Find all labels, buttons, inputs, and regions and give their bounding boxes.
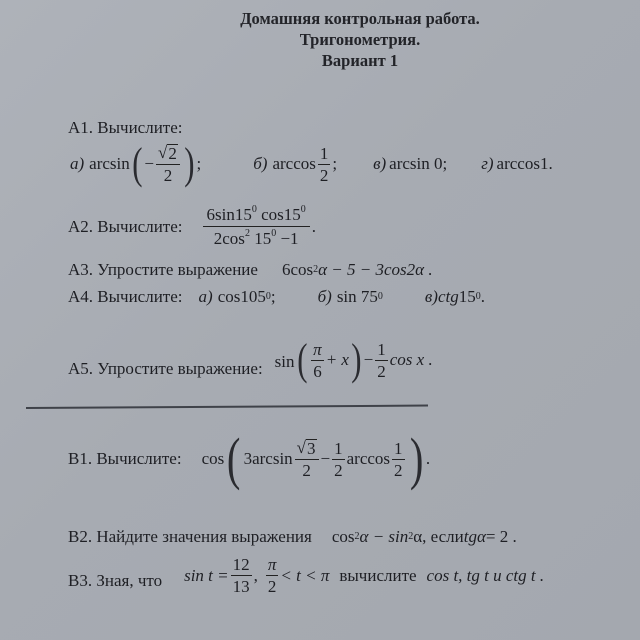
option-label: г) xyxy=(481,154,494,173)
separator: ; xyxy=(332,154,338,173)
math-text: 6sin15 xyxy=(206,205,252,224)
document-subtitle: Тригонометрия. xyxy=(299,30,421,49)
math-text: = 2 . xyxy=(485,527,517,546)
math-text: α − sin xyxy=(359,527,409,546)
math-sign: − xyxy=(144,154,155,173)
task-a1-body xyxy=(70,139,553,188)
denominator: 2 xyxy=(394,460,403,480)
option-label: а) xyxy=(198,287,213,306)
denominator xyxy=(210,227,303,247)
sqrt-symbol: √ xyxy=(296,438,307,457)
degree-mark: 0 xyxy=(251,204,257,215)
math-text: вычислите xyxy=(339,565,417,585)
math-sign: − xyxy=(363,350,374,369)
task-a1-label xyxy=(68,118,183,138)
numerator: 12 xyxy=(232,555,250,574)
denominator: 2 xyxy=(163,166,173,185)
numerator: 1 xyxy=(319,143,329,163)
right-paren: ) xyxy=(184,139,195,188)
denominator: 2 xyxy=(267,577,277,596)
task-label: B2. Найдите значения выражения xyxy=(68,527,312,546)
fraction xyxy=(231,556,252,595)
task-b1 xyxy=(68,426,431,491)
variant-label: Вариант 1 xyxy=(321,51,399,70)
math-func: cos xyxy=(201,449,225,468)
fraction xyxy=(156,144,180,184)
math-text: tgα xyxy=(463,527,486,546)
option-label: б) xyxy=(253,154,268,173)
task-label: A1. Вычислите: xyxy=(68,118,183,137)
math-text: cos x . xyxy=(389,350,433,369)
fraction xyxy=(375,341,388,380)
separator: ; xyxy=(270,287,276,306)
math-text: sin t = xyxy=(184,565,229,585)
left-paren: ( xyxy=(131,139,143,188)
task-a4: A4. Вычислите: а) cos105 0 ; б) sin 75 0 в) ctg 15 0 . xyxy=(68,287,485,306)
task-label: A2. Вычислите: xyxy=(68,216,183,236)
denominator: 2 xyxy=(377,361,386,381)
math-text: 6cos xyxy=(281,260,314,279)
sqrt-symbol: √ xyxy=(158,143,168,162)
task-b2: B2. Найдите значения выражения cos 2 α − sin 2 α, если tgα = 2 . xyxy=(68,527,517,546)
numerator xyxy=(203,206,310,227)
task-label: A3. Упростите выражение xyxy=(68,260,258,279)
math-text: cos15 xyxy=(256,205,301,224)
fraction xyxy=(392,440,405,479)
math-func: arccos xyxy=(346,449,391,468)
math-expr: arccos1. xyxy=(496,154,553,173)
fraction xyxy=(318,145,331,184)
option-label: в) xyxy=(424,287,438,306)
period: . xyxy=(425,449,431,468)
denominator: 2 xyxy=(319,165,329,185)
math-text: < t < π xyxy=(280,565,330,585)
numerator: π xyxy=(313,339,322,359)
math-func: arccos xyxy=(272,154,316,173)
math-text: cos105 xyxy=(217,287,266,306)
fraction xyxy=(332,440,345,479)
header xyxy=(200,8,520,71)
power: 2 xyxy=(244,228,250,239)
math-func: arcsin xyxy=(89,154,130,173)
fraction xyxy=(203,206,310,247)
math-text: sin 75 xyxy=(336,287,378,306)
denominator: 13 xyxy=(232,577,250,596)
denominator: 2 xyxy=(302,461,311,480)
separator: ; xyxy=(196,154,202,173)
math-sign: − xyxy=(320,449,331,468)
right-paren: ) xyxy=(351,335,362,384)
numerator: 1 xyxy=(394,438,403,458)
numerator: 2 xyxy=(168,144,177,163)
denominator: 2 xyxy=(334,460,343,480)
math-text: + x xyxy=(325,350,349,369)
numerator: π xyxy=(267,555,277,574)
math-text: 15 xyxy=(249,229,272,248)
math-func: cos xyxy=(331,527,355,546)
fraction xyxy=(266,556,279,595)
degree-mark: 0 xyxy=(271,228,277,239)
section-divider xyxy=(26,405,428,409)
task-a2 xyxy=(68,206,316,247)
math-text: 3arcsin xyxy=(243,449,293,468)
right-paren: ) xyxy=(409,426,423,491)
math-text: cos t, tg t и ctg t . xyxy=(426,565,545,585)
fraction xyxy=(295,439,319,479)
task-label: A5. Упростите выражение: xyxy=(68,359,263,378)
math-expr: arcsin 0; xyxy=(389,154,448,173)
math-text: 2cos xyxy=(213,229,245,248)
math-text: −1 xyxy=(276,229,299,248)
degree-mark: 0 xyxy=(300,204,306,215)
task-a5 xyxy=(68,335,433,384)
task-label: B1. Вычислите: xyxy=(68,449,182,468)
option-label: в) xyxy=(373,154,387,173)
task-a3: A3. Упростите выражение 6cos 2 α − 5 − 3cos2α . xyxy=(68,260,433,279)
math-func: ctg xyxy=(437,287,459,306)
math-text: α − 5 − 3cos2α . xyxy=(318,260,433,279)
task-b3 xyxy=(68,556,544,595)
document-title: Домашняя контрольная работа. xyxy=(240,9,480,28)
separator: , xyxy=(253,565,258,585)
math-func: sin xyxy=(274,352,295,371)
numerator: 1 xyxy=(377,339,386,359)
option-label: б) xyxy=(317,287,332,306)
task-label: B3. Зная, что xyxy=(68,570,163,590)
math-text: 15 xyxy=(458,287,476,306)
option-label: а) xyxy=(70,154,85,173)
left-paren: ( xyxy=(296,335,307,384)
left-paren: ( xyxy=(227,426,241,491)
period: . xyxy=(480,287,485,306)
math-text: α, если xyxy=(413,527,464,546)
period: . xyxy=(311,216,317,236)
task-label: A4. Вычислите: xyxy=(68,287,183,306)
numerator: 1 xyxy=(334,438,343,458)
denominator: 6 xyxy=(313,361,322,381)
fraction xyxy=(311,341,324,380)
numerator: 3 xyxy=(307,439,316,458)
